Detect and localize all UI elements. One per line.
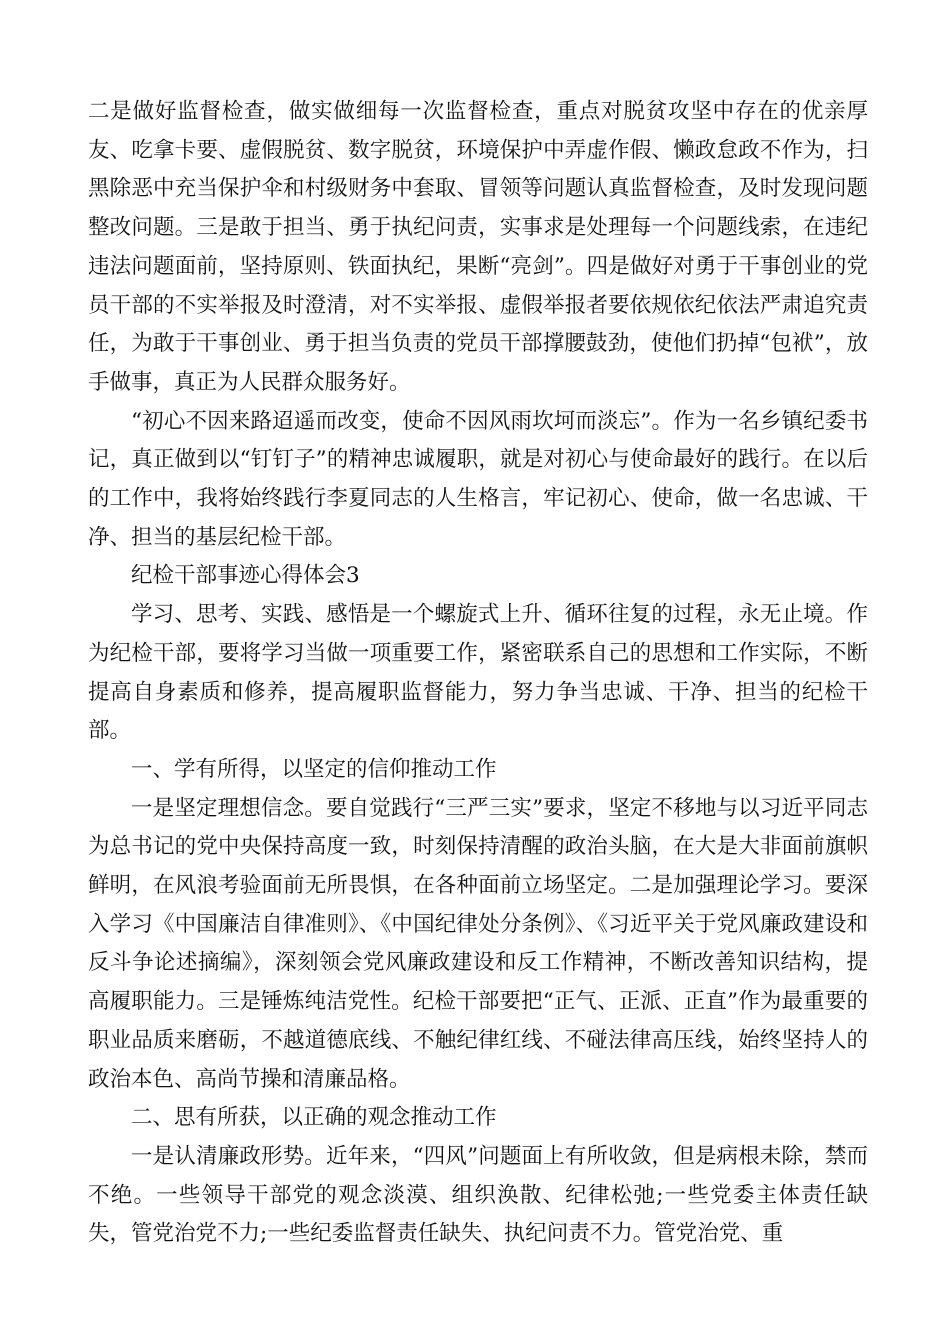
paragraph-original-mission: “初心不因来路迢遥而改变，使命不因风雨坎坷而淡忘”。作为一名乡镇纪委书记，真正做到以“钉钉子”的精神忠诚履职，就是对初心与使命最好的践行。在以后的工作中，我将始终践行李夏同志的人生格言，牢记初心、使命，做一名忠诚、干净、担当的基层纪检干部。 <box>88 408 868 550</box>
paragraph-intro: 学习、思考、实践、感悟是一个螺旋式上升、循环往复的过程，永无止境。作为纪检干部，要将学习当做一项重要工作，紧密联系自己的思想和工作实际，不断提高自身素质和修养，提高履职监督能力，努力争当忠诚、干净、担当的纪检干部。 <box>88 602 868 744</box>
heading-learning: 一、学有所得，以坚定的信仰推动工作 <box>131 756 497 782</box>
paragraph-integrity-situation: 一是认清廉政形势。近年来，“四风”问题面上有所收敛，但是病根未除，禁而不绝。一些领导干部党的观念淡漠、组织涣散、纪律松弛;一些党委主体责任缺失，管党治党不力;一些纪委监督责任缺失、执纪问责不力。管党治党、重 <box>88 1143 868 1247</box>
paragraph-beliefs: 一是坚定理想信念。要自觉践行“三严三实”要求，坚定不移地与以习近平同志为总书记的党中央保持高度一致，时刻保持清醒的政治头脑，在大是大非面前旗帜鲜明，在风浪考验面前无所畏惧，在各种面前立场坚定。二是加强理论学习。要深入学习《中国廉洁自律准则》、《中国纪律处分条例》、《习近平关于党风廉政建设和反斗争论述摘编》，深刻领会党风廉政建设和反工作精神，不断改善知识结构，提高履职能力。三是锤炼纯洁党性。纪检干部要把“正气、正派、正直”作为最重要的职业品质来磨砺，不越道德底线、不触纪律红线、不碰法律高压线，始终坚持人的政治本色、高尚节操和清廉品格。 <box>88 795 868 1092</box>
paragraph-supervision: 二是做好监督检查，做实做细每一次监督检查，重点对脱贫攻坚中存在的优亲厚友、吃拿卡要、虚假脱贫、数字脱贫，环境保护中弄虚作假、懒政怠政不作为，扫黑除恶中充当保护伞和村级财务中套取、冒领等问题认真监督检查，及时发现问题整改问题。三是敢于担当、勇于执纪问责，实事求是处理每一个问题线索，在违纪违法问题面前，坚持原则、铁面执纪，果断“亮剑”。四是做好对勇于干事创业的党员干部的不实举报及时澄清，对不实举报、虚假举报者要依规依纪依法严肃追究责任，为敢于干事创业、勇于担当负责的党员干部撑腰鼓劲，使他们扔掉“包袱”，放手做事，真正为人民群众服务好。 <box>88 99 868 395</box>
section-title: 纪检干部事迹心得体会3 <box>131 563 360 589</box>
document-page <box>88 93 868 1254</box>
heading-thinking: 二、思有所获，以正确的观念推动工作 <box>131 1105 497 1131</box>
